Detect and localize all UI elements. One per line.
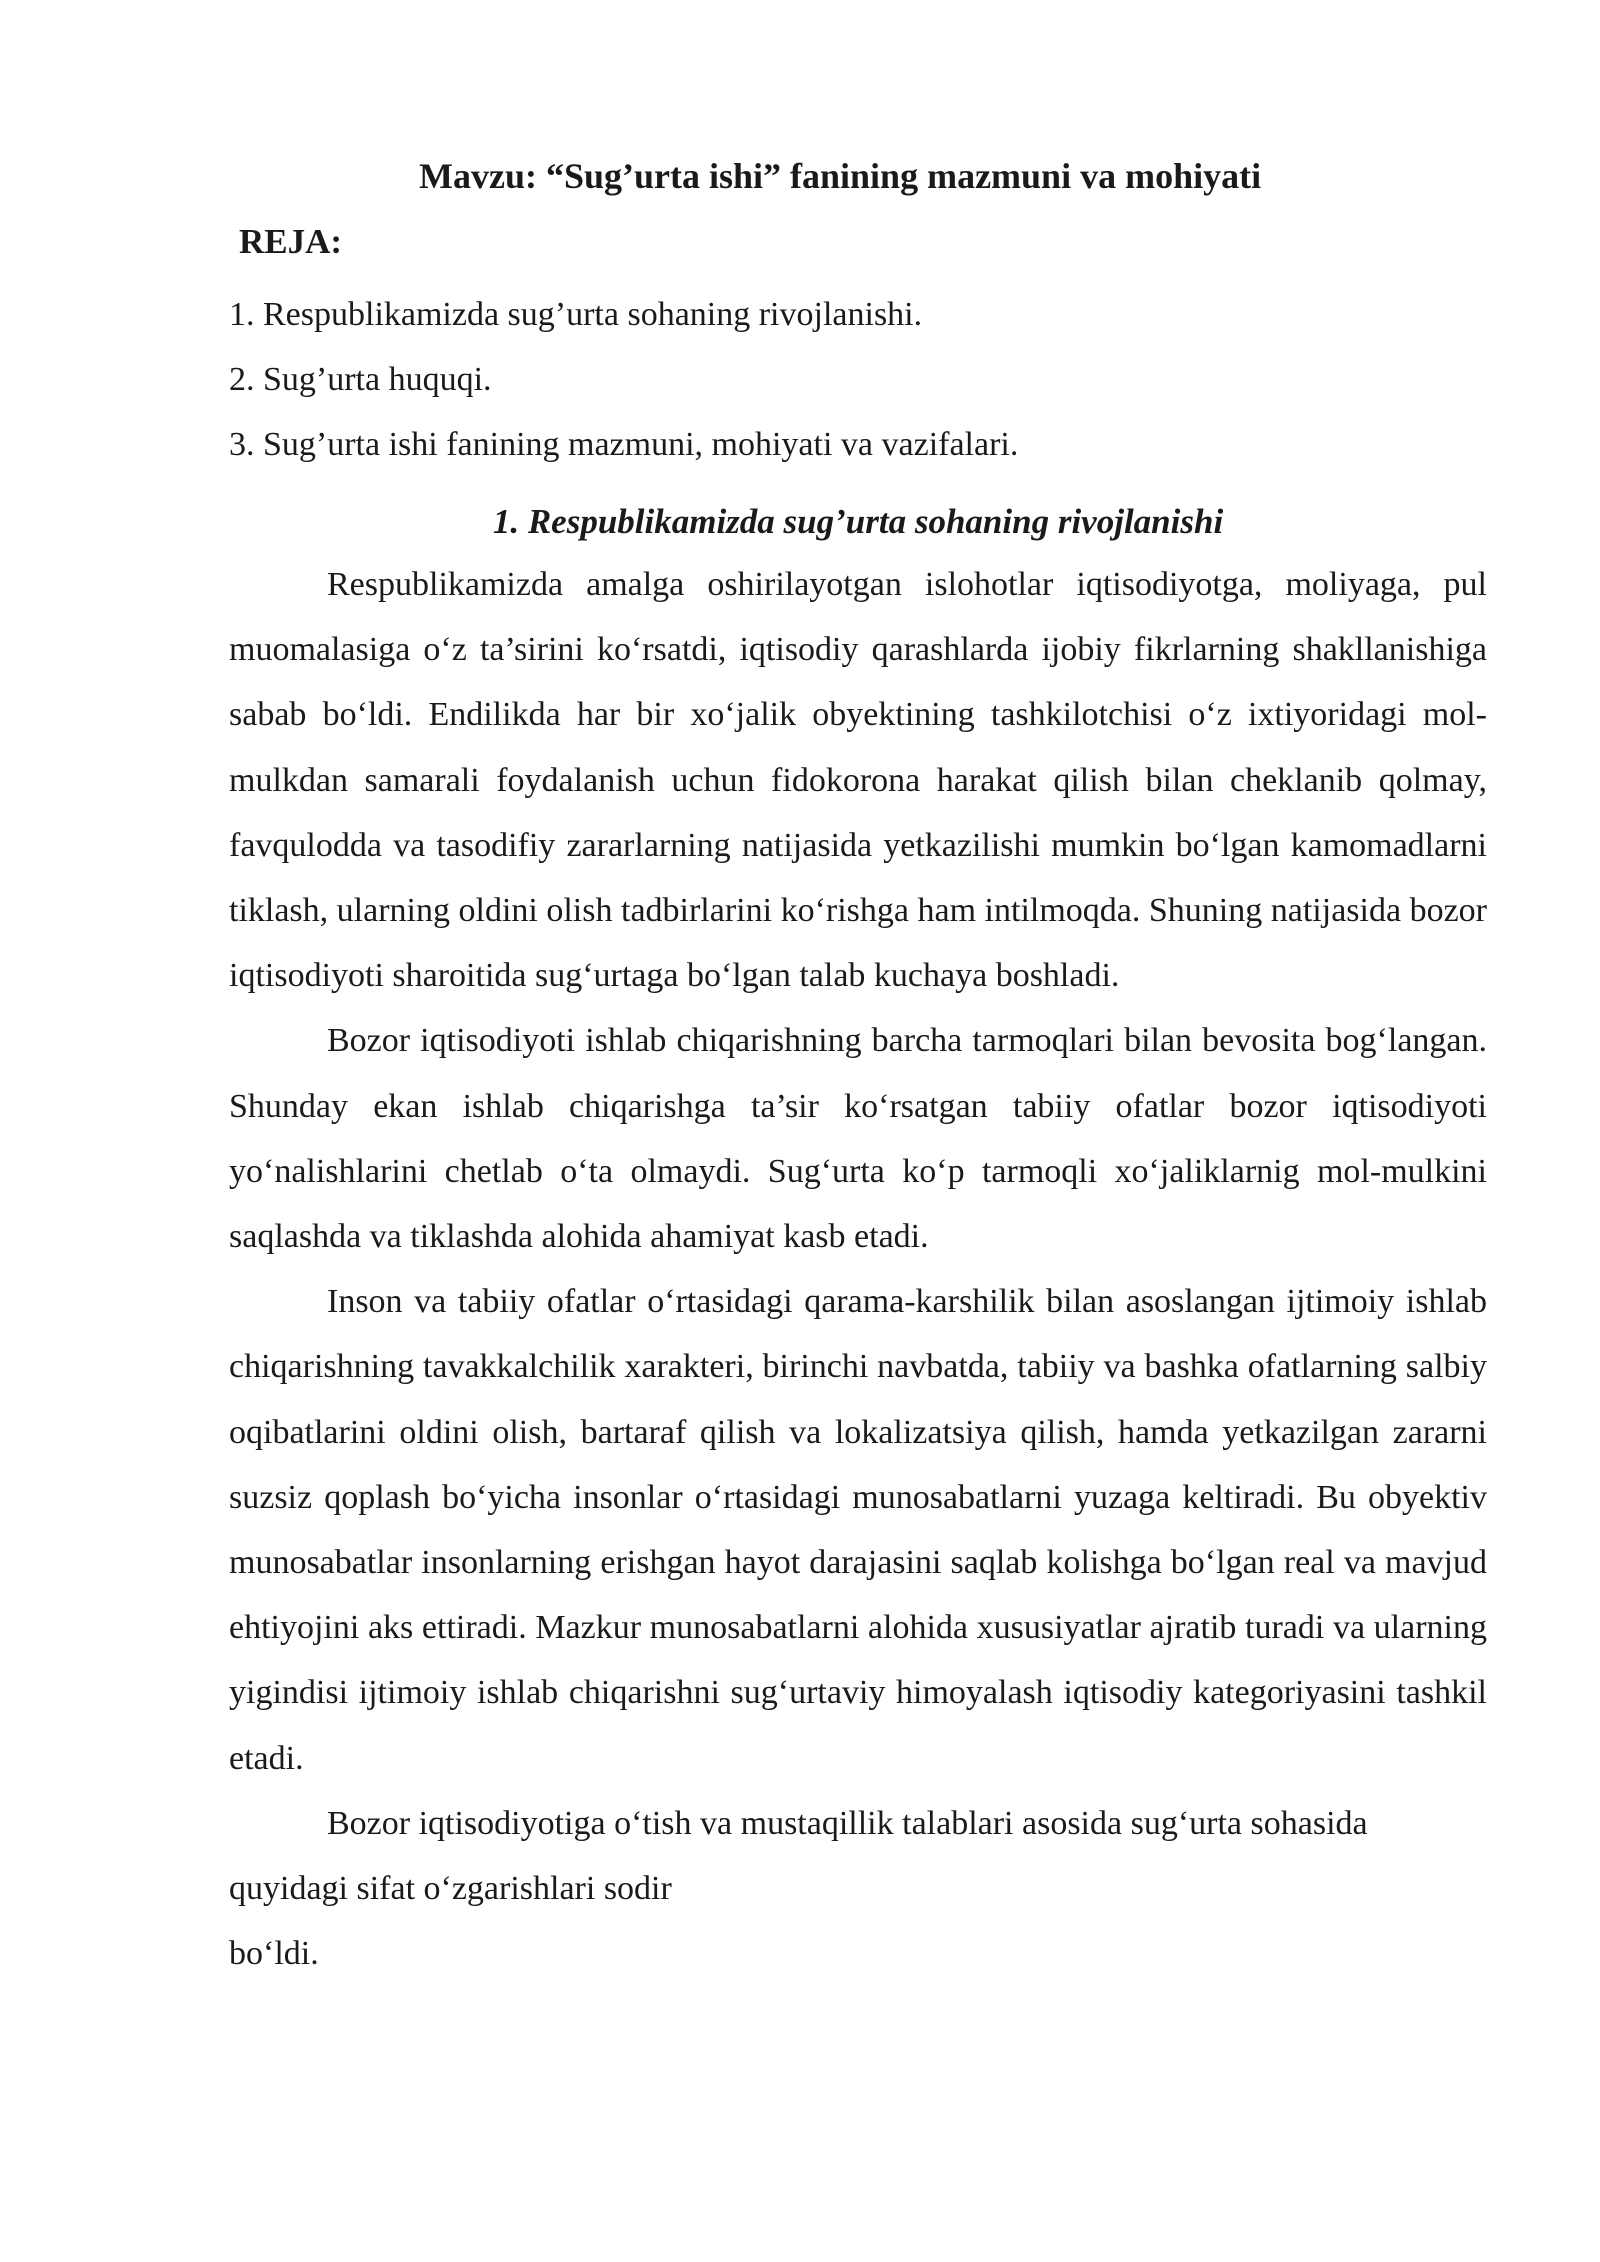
plan-list <box>229 282 1487 477</box>
document-body <box>229 150 1487 1986</box>
plan-item: 2. Sug’urta huquqi. <box>229 361 492 398</box>
body-paragraph: Inson va tabiiy ofatlar o‘rtasidagi qarama-karshilik bilan asoslangan ijtimoiy ishlab chiqarishning tavakkalchilik xarakteri, birinchi navbatda, tabiiy va bashka ofatlarning salbiy oqibatlarini oldini olish, bartaraf qilish va lokalizatsiya qilish, hamda yetkazilgan zararni suzsiz qoplash bo‘yicha insonlar o‘rtasidagi munosabatlarni yuzaga keltiradi. Bu obyektiv munosabatlar insonlarning erishgan hayot darajasini saqlab kolishga bo‘lgan real va mavjud ehtiyojini aks ettiradi. Mazkur munosabatlarni alohida xususiyatlar ajratib turadi va ularning yigindisi ijtimoiy ishlab chiqarishni sug‘urtaviy himoyalash iqtisodiy kategoriyasini tashkil etadi. <box>229 1283 1487 1777</box>
section-heading: 1. Respublikamizda sug’urta sohaning rivojlanishi <box>492 502 1224 541</box>
last-paragraph-tail: bo‘ldi. <box>229 1935 319 1973</box>
body-paragraph: Respublikamizda amalga oshirilayotgan islohotlar iqtisodiyotga, moliyaga, pul muomalasiga o‘z ta’sirini ko‘rsatdi, iqtisodiy qarashlarda ijobiy fikrlarning shakllanishiga sabab bo‘ldi. Endilikda har bir xo‘jalik obyektining tashkilotchisi o‘z ixtiyoridagi mol-mulkdan samarali foydalanish uchun fidokorona harakat qilish bilan cheklanib qolmay, favqulodda va tasodifiy zararlarning natijasida yetkazilishi mumkin bo‘lgan kamomadlarni tiklash, ularning oldini olish tadbirlarini ko‘rishga ham intilmoqda. Shuning natijasida bozor iqtisodiyoti sharoitida sug‘urtaga bo‘lgan talab kuchaya boshladi. <box>229 566 1487 995</box>
plan-heading: REJA: <box>239 222 343 261</box>
last-paragraph-text: Bozor iqtisodiyotiga o‘tish va mustaqillik talablari asosida sug‘urta sohasida quyidagi sifat o‘zgarishlari sodir <box>229 1804 1368 1908</box>
last-paragraph <box>229 1791 1487 1987</box>
document-title: Mavzu: “Sug’urta ishi” fanining mazmuni va mohiyati <box>419 156 1262 196</box>
body-paragraph: Bozor iqtisodiyoti ishlab chiqarishning barcha tarmoqlari bilan bevosita bog‘langan. Shunday ekan ishlab chiqarishga ta’sir ko‘rsatgan tabiiy ofatlar bozor iqtisodiyoti yo‘nalishlarini chetlab o‘ta olmaydi. Sug‘urta ko‘p tarmoqli xo‘jaliklarnig mol-mulkini saqlashda va tiklashda alohida ahamiyat kasb etadi. <box>229 1022 1487 1256</box>
plan-item: 1. Respublikamizda sug’urta sohaning rivojlanishi. <box>229 296 923 333</box>
plan-item: 3. Sug’urta ishi fanining mazmuni, mohiyati va vazifalari. <box>229 426 1019 463</box>
